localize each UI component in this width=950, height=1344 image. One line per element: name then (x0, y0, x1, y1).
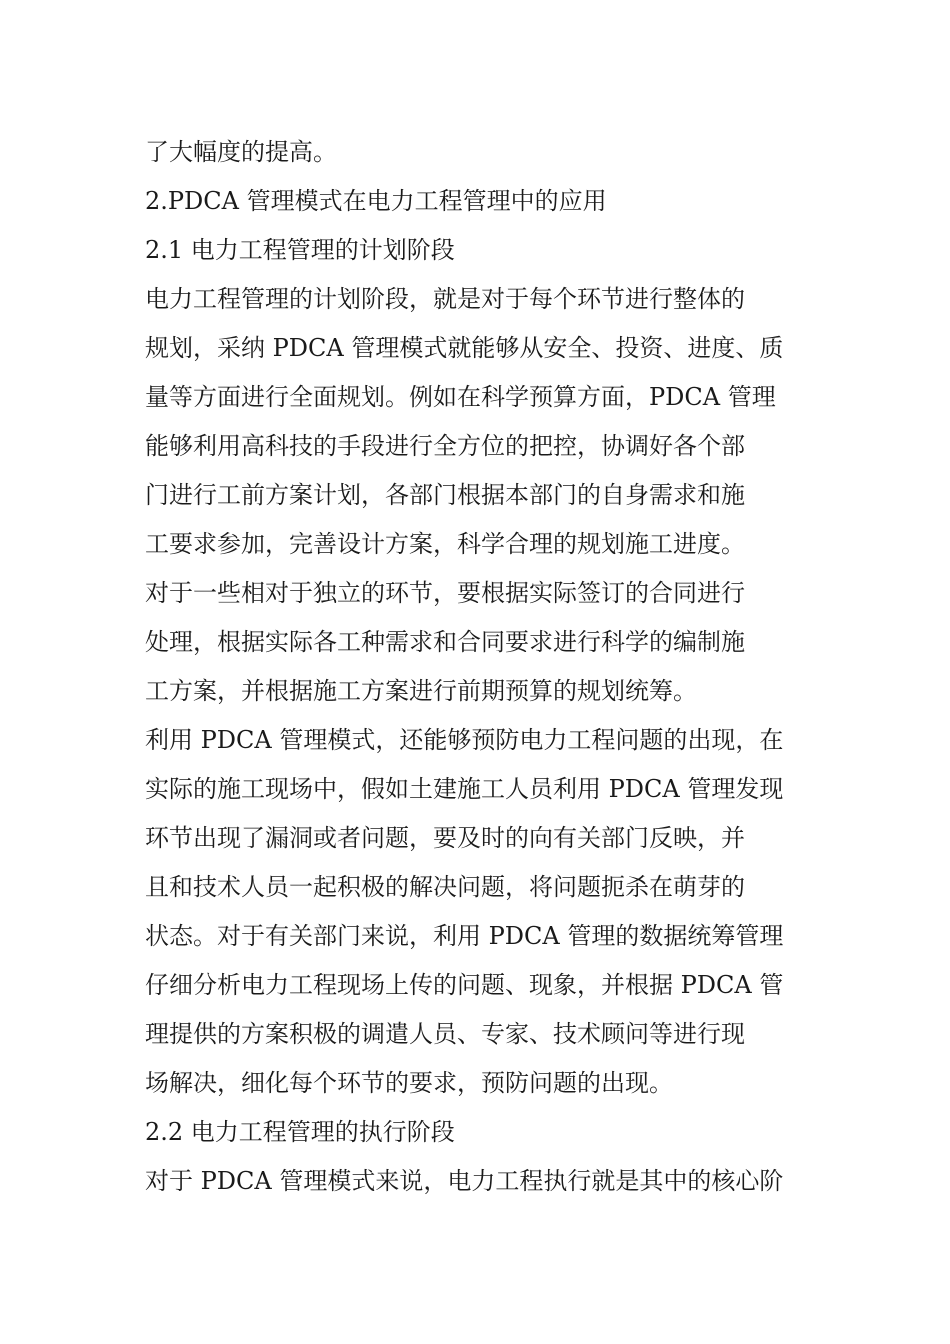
text-line: 对于一些相对于独立的环节，要根据实际签订的合同进行 (145, 579, 745, 607)
text-line: 工要求参加，完善设计方案，科学合理的规划施工进度。 (145, 530, 745, 558)
text-line: 工方案，并根据施工方案进行前期预算的规划统筹。 (145, 677, 697, 705)
section-heading-2: 2.PDCA 管理模式在电力工程管理中的应用 (145, 187, 607, 215)
subsection-heading-2-2: 2.2 电力工程管理的执行阶段 (145, 1118, 455, 1146)
text-line: 场解决，细化每个环节的要求，预防问题的出现。 (145, 1069, 673, 1097)
text-line: 理提供的方案积极的调遣人员、专家、技术顾问等进行现 (145, 1020, 745, 1048)
text-line: 且和技术人员一起积极的解决问题，将问题扼杀在萌芽的 (145, 873, 745, 901)
text-line: 量等方面进行全面规划。例如在科学预算方面，PDCA 管理 (145, 383, 776, 411)
text-line: 规划，采纳 PDCA 管理模式就能够从安全、投资、进度、质 (145, 334, 784, 362)
subsection-heading-2-1: 2.1 电力工程管理的计划阶段 (145, 236, 455, 264)
text-line: 利用 PDCA 管理模式，还能够预防电力工程问题的出现，在 (145, 726, 784, 754)
text-line: 仔细分析电力工程现场上传的问题、现象，并根据 PDCA 管 (145, 971, 784, 999)
text-line: 状态。对于有关部门来说，利用 PDCA 管理的数据统筹管理 (145, 922, 784, 950)
document-body (145, 128, 815, 1206)
text-line: 环节出现了漏洞或者问题，要及时的向有关部门反映，并 (145, 824, 745, 852)
text-line: 电力工程管理的计划阶段，就是对于每个环节进行整体的 (145, 285, 745, 313)
text-line: 门进行工前方案计划，各部门根据本部门的自身需求和施 (145, 481, 745, 509)
text-line: 对于 PDCA 管理模式来说，电力工程执行就是其中的核心阶 (145, 1167, 784, 1195)
text-line: 处理，根据实际各工种需求和合同要求进行科学的编制施 (145, 628, 745, 656)
text-line-continuation: 了大幅度的提高。 (145, 138, 337, 166)
text-line: 能够利用高科技的手段进行全方位的把控，协调好各个部 (145, 432, 745, 460)
text-line: 实际的施工现场中，假如土建施工人员利用 PDCA 管理发现 (145, 775, 784, 803)
